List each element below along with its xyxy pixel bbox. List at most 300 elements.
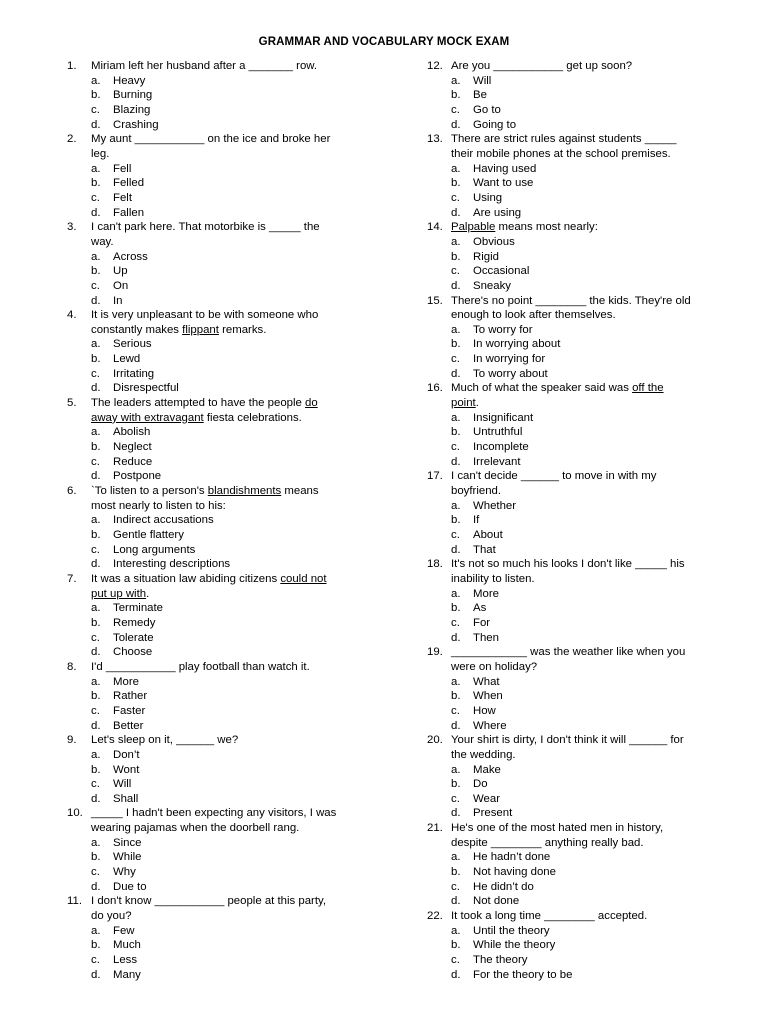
question-number: 18.	[427, 558, 443, 571]
option-letter: b.	[91, 529, 101, 541]
answer-option	[427, 777, 732, 792]
answer-option	[427, 704, 732, 719]
option-text: Make	[473, 763, 501, 776]
question-item	[427, 132, 732, 220]
question-text	[67, 660, 367, 675]
option-letter: b.	[451, 250, 461, 263]
option-letter: a.	[451, 924, 461, 937]
answer-option	[67, 850, 367, 865]
option-text: More	[473, 587, 499, 600]
option-text: Neglect	[113, 441, 152, 454]
answer-option	[427, 763, 732, 778]
option-letter: d.	[451, 895, 461, 908]
question-text-part: It's not so much his looks I don't like _____ his inability to listen.	[451, 558, 685, 585]
answer-option	[67, 88, 367, 103]
question-text-part: My aunt ___________ on the ice and broke her leg.	[91, 133, 331, 160]
question-number: 6.	[67, 485, 77, 498]
answer-option	[427, 924, 732, 939]
option-text: Indirect accusations	[113, 514, 214, 527]
option-letter: c.	[451, 529, 460, 541]
answer-option	[67, 938, 367, 953]
option-text: More	[113, 675, 139, 688]
option-text: Present	[473, 807, 513, 820]
option-letter: d.	[91, 646, 101, 659]
answer-option	[427, 865, 732, 880]
option-letter: b.	[91, 89, 101, 102]
option-letter: d.	[91, 968, 101, 981]
answer-option	[67, 704, 367, 719]
option-letter: b.	[91, 851, 101, 864]
option-text: He hadn’t done	[473, 851, 551, 864]
option-text: Disrespectful	[113, 382, 179, 395]
question-item	[427, 733, 732, 821]
option-letter: a.	[91, 748, 101, 761]
question-item	[67, 59, 367, 132]
option-text: Will	[113, 778, 132, 791]
question-text	[427, 909, 732, 924]
question-item	[67, 308, 367, 396]
question-text	[427, 381, 732, 410]
option-text: Whether	[473, 499, 517, 512]
answer-option	[427, 543, 732, 558]
option-text: As	[473, 602, 487, 615]
question-item	[427, 821, 732, 909]
option-letter: a.	[451, 763, 461, 776]
option-text: Blazing	[113, 103, 151, 116]
answer-option	[427, 689, 732, 704]
option-letter: c.	[91, 704, 100, 717]
option-text: Sneaky	[473, 279, 511, 292]
question-text-part: means most nearly to listen to his:	[91, 485, 319, 512]
option-text: Few	[113, 924, 135, 937]
question-number: 21.	[427, 822, 443, 835]
option-text: Choose	[113, 646, 153, 659]
underlined-term: put up with	[91, 587, 147, 600]
answer-option	[427, 337, 732, 352]
option-text: For	[473, 616, 491, 629]
question-text	[67, 308, 367, 337]
answer-option	[67, 777, 367, 792]
answer-option	[67, 162, 367, 177]
option-text: Not having done	[473, 866, 556, 879]
option-letter: d.	[451, 807, 461, 820]
answer-option	[427, 411, 732, 426]
option-text: He didn’t do	[473, 880, 534, 893]
option-letter: c.	[91, 866, 100, 879]
question-text	[427, 132, 732, 161]
option-letter: d.	[91, 558, 101, 571]
answer-option	[427, 938, 732, 953]
question-text-part: Much of what the speaker said was	[451, 382, 633, 395]
question-item	[67, 220, 367, 308]
answer-option	[427, 894, 732, 909]
question-item	[427, 909, 732, 982]
option-letter: a.	[91, 338, 101, 351]
question-item	[427, 645, 732, 733]
question-text-part: It was a situation law abiding citizens	[91, 572, 281, 585]
answer-option	[67, 543, 367, 558]
answer-option	[67, 675, 367, 690]
option-text: Be	[473, 89, 487, 102]
option-letter: d.	[451, 543, 461, 556]
question-text	[67, 733, 367, 748]
option-text: Wear	[473, 792, 501, 805]
answer-option	[427, 235, 732, 250]
answer-option	[67, 601, 367, 616]
answer-option	[427, 118, 732, 133]
answer-option	[67, 74, 367, 89]
answer-option	[427, 587, 732, 602]
option-letter: c.	[451, 191, 460, 204]
option-letter: a.	[451, 235, 461, 248]
underlined-term: Palpable	[451, 221, 496, 234]
option-text: Long arguments	[113, 543, 196, 556]
option-text: Will	[473, 74, 492, 87]
option-text: Felled	[113, 177, 145, 190]
answer-option	[427, 513, 732, 528]
option-text: Are using	[473, 206, 522, 219]
option-text: Better	[113, 719, 144, 732]
answer-option	[427, 162, 732, 177]
question-text	[427, 220, 732, 235]
answer-option	[67, 279, 367, 294]
option-text: Going to	[473, 118, 517, 131]
option-letter: c.	[91, 631, 100, 644]
option-text: When	[473, 690, 503, 703]
option-letter: a.	[451, 411, 461, 424]
option-text: Then	[473, 631, 499, 644]
answer-option	[67, 469, 367, 484]
answer-option	[67, 953, 367, 968]
answer-option	[427, 88, 732, 103]
option-letter: b.	[451, 338, 461, 351]
option-letter: d.	[91, 118, 101, 131]
option-text: Having used	[473, 162, 537, 175]
option-letter: a.	[91, 514, 101, 527]
option-text: Rigid	[473, 250, 499, 263]
option-letter: c.	[451, 704, 460, 717]
underlined-term: point	[451, 397, 476, 410]
option-letter: b.	[91, 690, 101, 703]
question-text	[427, 733, 732, 762]
question-text	[67, 396, 367, 425]
question-text	[427, 557, 732, 586]
question-text-part: ____________ was the weather like when you were on holiday?	[451, 646, 686, 673]
option-text: Using	[473, 191, 503, 204]
option-text: The theory	[473, 954, 528, 967]
answer-option	[427, 352, 732, 367]
option-letter: d.	[451, 455, 461, 468]
option-text: Do	[473, 778, 488, 791]
question-item	[427, 381, 732, 469]
option-text: Due to	[113, 880, 147, 893]
option-letter: b.	[91, 616, 101, 629]
option-text: Insignificant	[473, 411, 534, 424]
answer-option	[427, 206, 732, 221]
option-text: Felt	[113, 191, 132, 204]
answer-option	[67, 250, 367, 265]
option-text: Faster	[113, 704, 146, 717]
option-letter: c.	[451, 103, 460, 116]
question-number: 22.	[427, 910, 443, 923]
option-text: Less	[113, 954, 138, 967]
question-text-part: means most nearly:	[495, 221, 598, 234]
option-letter: d.	[451, 719, 461, 732]
answer-option	[67, 880, 367, 895]
option-text: Terminate	[113, 602, 164, 615]
answer-option	[427, 74, 732, 89]
question-text	[427, 59, 732, 74]
left-column	[67, 59, 367, 982]
option-text: In worrying for	[473, 353, 546, 366]
question-text-part: Miriam left her husband after a _______ row.	[91, 60, 318, 72]
answer-option	[427, 806, 732, 821]
answer-option	[427, 440, 732, 455]
option-text: Irrelevant	[473, 455, 521, 468]
option-letter: b.	[451, 866, 461, 879]
option-letter: a.	[451, 162, 461, 175]
question-number: 2.	[67, 133, 77, 146]
question-item	[67, 733, 367, 806]
answer-option	[67, 367, 367, 382]
option-text: Not done	[473, 895, 520, 908]
question-item	[427, 469, 732, 557]
page-title: GRAMMAR AND VOCABULARY MOCK EXAM	[258, 36, 510, 48]
question-text-part: Are you ___________ get up soon?	[451, 60, 633, 72]
option-text: Across	[113, 250, 148, 263]
question-text-part: I can't decide ______ to move in with my boyfriend.	[451, 470, 657, 498]
underlined-term: off the	[632, 382, 664, 395]
question-text-part: He's one of the most hated men in history, despite ________ anything really bad.	[451, 822, 664, 849]
option-text: Where	[473, 719, 507, 732]
option-text: How	[473, 704, 496, 717]
question-number: 8.	[67, 660, 77, 673]
question-text-part: It is very unpleasant to be with someone who constantly makes	[91, 309, 319, 336]
option-text: Shall	[113, 792, 139, 805]
question-text	[67, 220, 367, 249]
question-text-part: fiesta celebrations.	[203, 411, 302, 424]
option-text: About	[473, 529, 503, 541]
question-text-part: .	[475, 397, 479, 410]
question-text-part: Let's sleep on it, ______ we?	[91, 734, 239, 747]
option-text: Occasional	[473, 265, 530, 278]
question-text-part: _____ I hadn't been expecting any visitors, I was wearing pajamas when the doorbell rang.	[91, 807, 337, 835]
answer-option	[67, 176, 367, 191]
answer-option	[67, 836, 367, 851]
question-text	[67, 132, 367, 161]
option-letter: b.	[451, 939, 461, 952]
question-text-part: The leaders attempted to have the people	[91, 397, 306, 410]
question-text	[67, 484, 367, 513]
question-text	[427, 294, 732, 323]
option-letter: c.	[91, 543, 100, 556]
answer-option	[67, 103, 367, 118]
option-text: That	[473, 543, 496, 556]
answer-option	[427, 191, 732, 206]
answer-option	[427, 425, 732, 440]
option-text: Incomplete	[473, 441, 529, 454]
answer-option	[427, 631, 732, 646]
option-text: To worry for	[473, 323, 533, 336]
option-text: Until the theory	[473, 924, 550, 937]
answer-option	[427, 279, 732, 294]
option-letter: d.	[91, 206, 101, 219]
answer-option	[67, 924, 367, 939]
question-item	[427, 220, 732, 293]
option-letter: a.	[451, 587, 461, 600]
question-item	[67, 806, 367, 894]
option-text: While	[113, 851, 142, 864]
question-text-part: `To listen to a person's	[91, 485, 208, 498]
option-text: Don’t	[113, 748, 140, 761]
option-letter: c.	[91, 954, 100, 967]
option-letter: a.	[91, 836, 101, 849]
option-text: While the theory	[473, 939, 556, 952]
underlined-term: could not	[280, 572, 327, 585]
option-letter: a.	[451, 323, 461, 336]
question-number: 15.	[427, 294, 443, 307]
option-text: Obvious	[473, 235, 515, 248]
question-text-part: .	[146, 587, 150, 600]
option-letter: d.	[451, 367, 461, 380]
option-letter: b.	[451, 690, 461, 703]
option-letter: b.	[91, 353, 101, 366]
option-letter: d.	[91, 719, 101, 732]
option-letter: b.	[91, 177, 101, 190]
option-letter: a.	[91, 426, 101, 439]
option-letter: b.	[91, 939, 101, 952]
answer-option	[67, 865, 367, 880]
option-letter: c.	[451, 353, 460, 366]
right-column	[427, 59, 732, 982]
answer-option	[67, 748, 367, 763]
option-letter: d.	[91, 792, 101, 805]
question-text-part: It took a long time ________ accepted.	[451, 910, 648, 923]
option-letter: c.	[91, 191, 100, 204]
answer-option	[427, 719, 732, 734]
question-item	[67, 484, 367, 572]
option-text: On	[113, 279, 129, 292]
option-text: Gentle flattery	[113, 529, 184, 541]
option-letter: b.	[451, 177, 461, 190]
question-text	[67, 59, 367, 74]
answer-option	[67, 719, 367, 734]
answer-option	[427, 850, 732, 865]
answer-option	[427, 103, 732, 118]
option-text: Much	[113, 939, 141, 952]
answer-option	[67, 689, 367, 704]
option-text: To worry about	[473, 367, 548, 380]
option-letter: d.	[451, 631, 461, 644]
option-letter: b.	[451, 89, 461, 102]
option-letter: c.	[91, 103, 100, 116]
answer-option	[67, 631, 367, 646]
answer-option	[427, 953, 732, 968]
answer-option	[67, 616, 367, 631]
option-letter: b.	[91, 441, 101, 454]
question-number: 11.	[67, 895, 82, 908]
question-text-part: Your shirt is dirty, I don't think it will ______ for the wedding.	[451, 734, 684, 761]
option-letter: c.	[451, 954, 460, 967]
option-text: Untruthful	[473, 426, 523, 439]
question-item	[67, 894, 367, 982]
underlined-term: flippant	[182, 323, 219, 336]
answer-option	[427, 616, 732, 631]
question-number: 17.	[427, 470, 443, 483]
underlined-term: do	[305, 397, 318, 410]
question-item	[427, 557, 732, 645]
question-item	[67, 132, 367, 220]
question-item	[427, 294, 732, 382]
answer-option	[427, 601, 732, 616]
option-text: Serious	[113, 338, 152, 351]
option-letter: c.	[451, 265, 460, 278]
option-text: Burning	[113, 89, 153, 102]
answer-option	[427, 367, 732, 382]
option-letter: b.	[451, 602, 461, 615]
option-letter: c.	[451, 792, 460, 805]
answer-option	[67, 264, 367, 279]
option-letter: d.	[451, 206, 461, 219]
option-text: Heavy	[113, 74, 146, 87]
question-number: 7.	[67, 572, 77, 585]
option-text: Interesting descriptions	[113, 558, 231, 571]
question-text-part: I can't park here. That motorbike is _____ the way.	[91, 221, 320, 248]
option-letter: a.	[91, 250, 101, 263]
answer-option	[67, 337, 367, 352]
option-letter: a.	[91, 675, 101, 688]
option-text: What	[473, 675, 500, 688]
option-letter: a.	[91, 162, 101, 175]
answer-option	[67, 352, 367, 367]
option-text: Reduce	[113, 455, 153, 468]
option-letter: b.	[451, 426, 461, 439]
question-item	[427, 59, 732, 132]
question-text-part: I'd ___________ play football than watch it.	[91, 660, 310, 673]
option-letter: c.	[451, 616, 460, 629]
question-number: 20.	[427, 734, 443, 747]
option-letter: b.	[451, 514, 461, 527]
underlined-term: away with extravagant	[91, 411, 204, 424]
option-text: Why	[113, 866, 136, 879]
question-number: 5.	[67, 397, 77, 410]
answer-option	[427, 250, 732, 265]
option-text: Crashing	[113, 118, 159, 131]
question-text	[427, 821, 732, 850]
answer-option	[67, 557, 367, 572]
question-number: 3.	[67, 221, 77, 234]
answer-option	[67, 792, 367, 807]
answer-option	[67, 191, 367, 206]
option-text: Up	[113, 265, 128, 278]
question-number: 10.	[67, 807, 83, 820]
option-letter: d.	[451, 118, 461, 131]
question-text	[67, 806, 367, 835]
answer-option	[427, 455, 732, 470]
answer-option	[67, 118, 367, 133]
option-letter: d.	[451, 279, 461, 292]
option-letter: c.	[91, 279, 100, 292]
option-letter: b.	[451, 778, 461, 791]
question-text-part: remarks.	[218, 323, 267, 336]
option-text: Lewd	[113, 353, 141, 366]
answer-option	[427, 792, 732, 807]
answer-option	[427, 264, 732, 279]
answer-option	[67, 455, 367, 470]
answer-option	[427, 675, 732, 690]
option-text: Since	[113, 836, 142, 849]
option-letter: d.	[91, 294, 101, 307]
